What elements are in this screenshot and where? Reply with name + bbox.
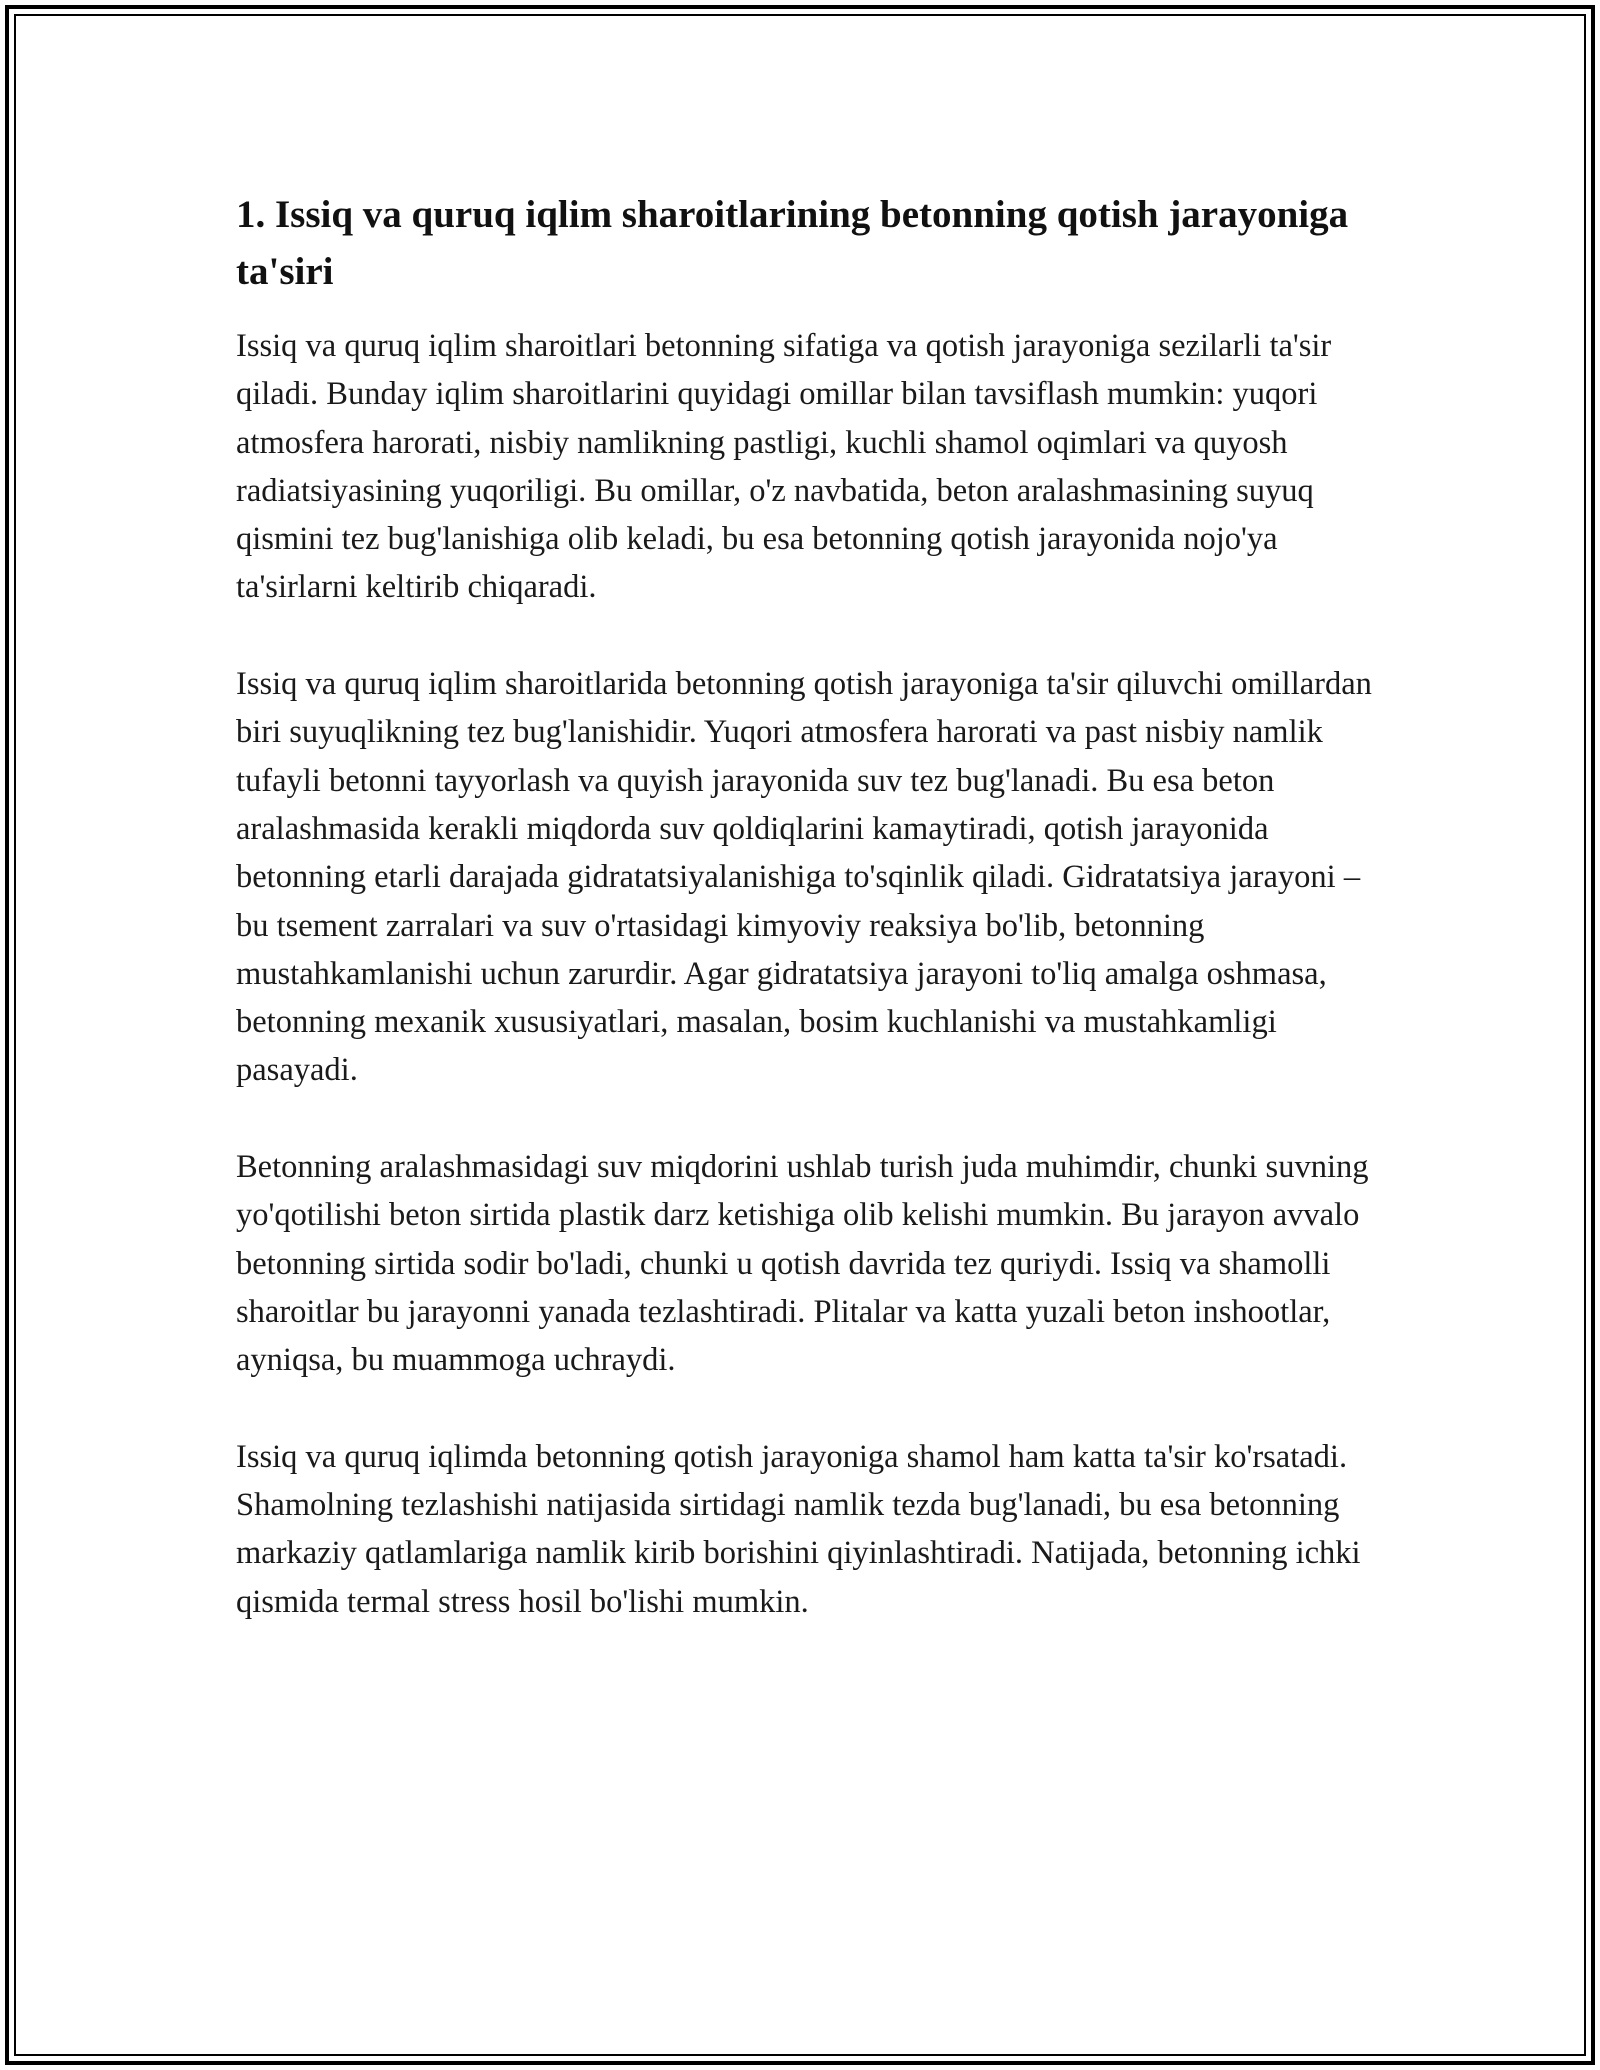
paragraph-1: Issiq va quruq iqlim sharoitlari betonning sifatiga va qotish jarayoniga sezilarli ta'sir qiladi. Bunday iqlim sharoitlarini quyidagi omillar bilan tavsiflash mumkin: yuqori atmosfera harorati, nisbiy namlikning pastligi, kuchli shamol oqimlari va quyosh radiatsiyasining yuqoriligi. Bu omillar, o'z navbatida, beton aralashmasining suyuq qismini tez bug'lanishiga olib keladi, bu esa betonning qotish jarayonida nojo'ya ta'sirlarni keltirib chiqaradi. <box>236 328 1332 606</box>
paragraph-4: Issiq va quruq iqlimda betonning qotish jarayoniga shamol ham katta ta'sir ko'rsatadi. Shamolning tezlashishi natijasida sirtidagi namlik tezda bug'lanadi, bu esa betonning markaziy qatlamlariga namlik kirib borishini qiyinlashtiradi. Natijada, betonning ichki qismida termal stress hosil bo'lishi mumkin. <box>236 1438 1361 1620</box>
section-title: 1. Issiq va quruq iqlim sharoitlarining betonning qotish jarayoniga ta'siri <box>236 193 1349 293</box>
document-body <box>236 186 1386 1674</box>
paragraph-2: Issiq va quruq iqlim sharoitlarida betonning qotish jarayoniga ta'sir qiluvchi omillardan biri suyuqlikning tez bug'lanishidir. Yuqori atmosfera harorati va past nisbiy namlik tufayli betonni tayyorlash va quyish jarayonida suv tez bug'lanadi. Bu esa beton aralashmasida kerakli miqdorda suv qoldiqlarini kamaytiradi, qotish jarayonida betonning etarli darajada gidratatsiyalanishiga to'sqinlik qiladi. Gidratatsiya jarayoni – bu tsement zarralari va suv o'rtasidagi kimyoviy reaksiya bo'lib, betonning mustahkamlanishi uchun zarurdir. Agar gidratatsiya jarayoni to'liq amalga oshmasa, betonning mexanik xususiyatlari, masalan, bosim kuchlanishi va mustahkamligi pasayadi. <box>236 666 1372 1089</box>
paragraph-3: Betonning aralashmasidagi suv miqdorini ushlab turish juda muhimdir, chunki suvning yo'qotilishi beton sirtida plastik darz ketishiga olib kelishi mumkin. Bu jarayon avvalo betonning sirtida sodir bo'ladi, chunki u qotish davrida tez quriydi. Issiq va shamolli sharoitlar bu jarayonni yanada tezlashtiradi. Plitalar va katta yuzali beton inshootlar, ayniqsa, bu muammoga uchraydi. <box>236 1149 1369 1379</box>
